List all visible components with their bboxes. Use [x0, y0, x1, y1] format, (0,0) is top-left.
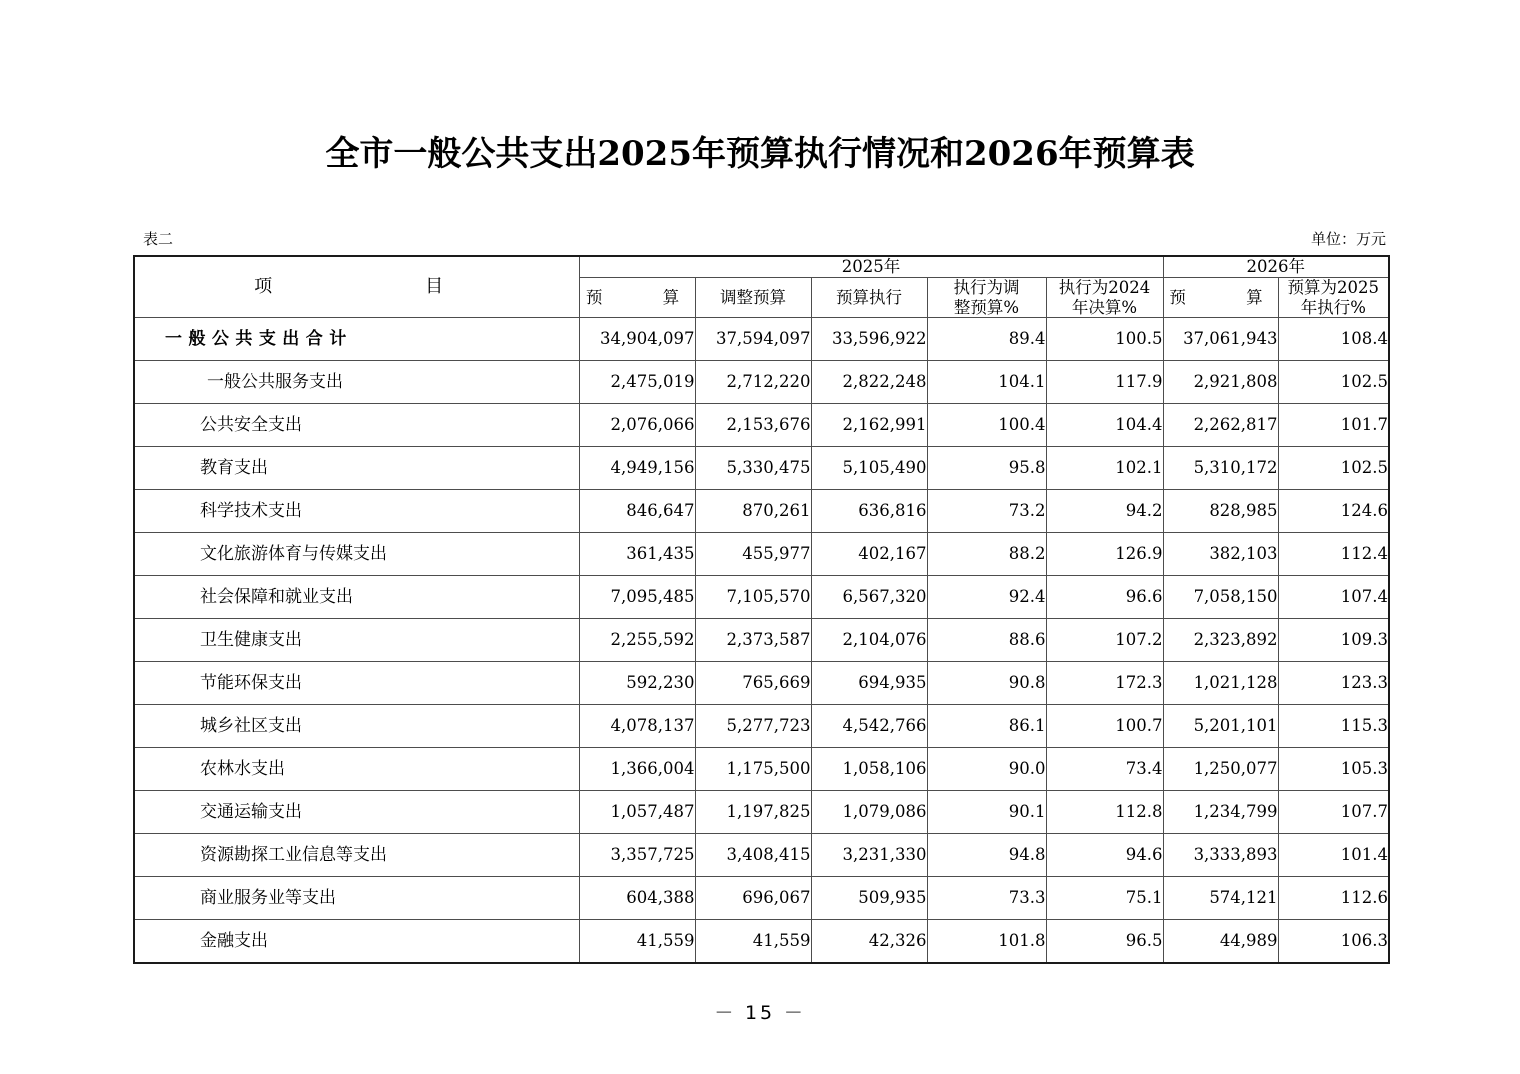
cell-item-name	[134, 447, 579, 490]
cell-budget-2025: 3,357,725	[579, 834, 695, 877]
header-line-1: 执行为调	[953, 277, 1020, 297]
cell-exec-vs-2024-final-pct: 104.4	[1046, 404, 1163, 447]
cell-budget-2026: 7,058,150	[1163, 576, 1278, 619]
item-label: 节能环保支出	[200, 673, 302, 694]
cell-budget-2025: 1,366,004	[579, 748, 695, 791]
cell-adjusted-budget-2025: 1,197,825	[695, 791, 811, 834]
item-label: 科学技术支出	[200, 501, 302, 522]
cell-item-name	[134, 533, 579, 576]
cell-exec-vs-2024-final-pct: 126.9	[1046, 533, 1163, 576]
cell-item-name	[134, 404, 579, 447]
cell-budget-2026: 574,121	[1163, 877, 1278, 920]
cell-exec-vs-2024-final-pct: 96.5	[1046, 920, 1163, 964]
cell-budget-vs-2025-exec-pct: 124.6	[1278, 490, 1389, 533]
header-group-2025: 2025年	[579, 256, 1163, 277]
cell-budget-2026: 2,323,892	[1163, 619, 1278, 662]
cell-item-name	[134, 877, 579, 920]
cell-item-name	[134, 490, 579, 533]
cell-budget-vs-2025-exec-pct: 102.5	[1278, 447, 1389, 490]
cell-executed-2025: 33,596,922	[811, 318, 927, 361]
cell-adjusted-budget-2025: 41,559	[695, 920, 811, 964]
cell-exec-vs-adjusted-pct: 86.1	[927, 705, 1046, 748]
header-line-2: 年执行%	[1300, 297, 1366, 317]
cell-budget-vs-2025-exec-pct: 112.6	[1278, 877, 1389, 920]
cell-budget-vs-2025-exec-pct: 108.4	[1278, 318, 1389, 361]
header-item-column: 项 目	[134, 256, 579, 318]
table-row	[134, 705, 1389, 748]
header-adjusted-budget-2025: 调整预算	[695, 277, 811, 318]
cell-exec-vs-2024-final-pct: 102.1	[1046, 447, 1163, 490]
cell-item-name	[134, 619, 579, 662]
table-label: 表二	[143, 230, 174, 248]
cell-exec-vs-adjusted-pct: 100.4	[927, 404, 1046, 447]
cell-adjusted-budget-2025: 3,408,415	[695, 834, 811, 877]
header-line-2: 年决算%	[1071, 297, 1138, 317]
table-row	[134, 533, 1389, 576]
cell-executed-2025: 5,105,490	[811, 447, 927, 490]
item-label: 卫生健康支出	[200, 630, 302, 651]
item-label: 社会保障和就业支出	[200, 587, 353, 608]
table-row	[134, 447, 1389, 490]
cell-budget-2026: 3,333,893	[1163, 834, 1278, 877]
table-row	[134, 920, 1389, 964]
item-label: 教育支出	[200, 458, 268, 479]
header-budget-vs-2025-exec-pct	[1278, 277, 1389, 318]
cell-executed-2025: 1,058,106	[811, 748, 927, 791]
header-line-1: 执行为2024	[1058, 277, 1151, 297]
header-exec-vs-2024-final-pct	[1046, 277, 1163, 318]
header-group-2026: 2026年	[1163, 256, 1389, 277]
budget-table	[133, 255, 1390, 964]
cell-budget-2026: 1,250,077	[1163, 748, 1278, 791]
header-budget-2025: 预 算	[579, 277, 695, 318]
cell-executed-2025: 402,167	[811, 533, 927, 576]
cell-budget-2025: 846,647	[579, 490, 695, 533]
cell-exec-vs-adjusted-pct: 90.1	[927, 791, 1046, 834]
cell-item-name	[134, 361, 579, 404]
table-row	[134, 748, 1389, 791]
header-line-2: 整预算%	[953, 297, 1020, 317]
cell-budget-2025: 7,095,485	[579, 576, 695, 619]
cell-adjusted-budget-2025: 5,330,475	[695, 447, 811, 490]
cell-adjusted-budget-2025: 870,261	[695, 490, 811, 533]
table-row	[134, 490, 1389, 533]
cell-exec-vs-adjusted-pct: 73.2	[927, 490, 1046, 533]
item-label: 一般公共服务支出	[207, 372, 343, 393]
cell-adjusted-budget-2025: 2,712,220	[695, 361, 811, 404]
cell-item-name	[134, 834, 579, 877]
cell-executed-2025: 3,231,330	[811, 834, 927, 877]
cell-budget-vs-2025-exec-pct: 101.7	[1278, 404, 1389, 447]
cell-exec-vs-2024-final-pct: 75.1	[1046, 877, 1163, 920]
cell-budget-vs-2025-exec-pct: 106.3	[1278, 920, 1389, 964]
cell-item-name	[134, 318, 579, 361]
item-label: 交通运输支出	[200, 802, 302, 823]
table-row	[134, 619, 1389, 662]
cell-adjusted-budget-2025: 455,977	[695, 533, 811, 576]
cell-item-name	[134, 748, 579, 791]
cell-budget-2026: 382,103	[1163, 533, 1278, 576]
cell-exec-vs-2024-final-pct: 94.2	[1046, 490, 1163, 533]
table-header-group-row	[134, 256, 1389, 277]
cell-exec-vs-adjusted-pct: 94.8	[927, 834, 1046, 877]
cell-budget-vs-2025-exec-pct: 109.3	[1278, 619, 1389, 662]
cell-budget-2025: 604,388	[579, 877, 695, 920]
header-line-1: 预算为2025	[1287, 277, 1380, 297]
cell-exec-vs-2024-final-pct: 73.4	[1046, 748, 1163, 791]
cell-item-name	[134, 662, 579, 705]
cell-exec-vs-2024-final-pct: 117.9	[1046, 361, 1163, 404]
cell-exec-vs-adjusted-pct: 88.2	[927, 533, 1046, 576]
item-label: 资源勘探工业信息等支出	[200, 845, 387, 866]
cell-budget-vs-2025-exec-pct: 101.4	[1278, 834, 1389, 877]
cell-executed-2025: 694,935	[811, 662, 927, 705]
cell-executed-2025: 42,326	[811, 920, 927, 964]
cell-item-name	[134, 705, 579, 748]
cell-exec-vs-2024-final-pct: 172.3	[1046, 662, 1163, 705]
cell-budget-2025: 2,255,592	[579, 619, 695, 662]
cell-item-name	[134, 791, 579, 834]
cell-budget-2025: 4,949,156	[579, 447, 695, 490]
cell-budget-2026: 5,201,101	[1163, 705, 1278, 748]
cell-budget-2025: 41,559	[579, 920, 695, 964]
cell-budget-2025: 4,078,137	[579, 705, 695, 748]
table-body	[134, 318, 1389, 964]
cell-item-name	[134, 576, 579, 619]
item-label: 农林水支出	[200, 759, 285, 780]
cell-adjusted-budget-2025: 5,277,723	[695, 705, 811, 748]
cell-executed-2025: 2,162,991	[811, 404, 927, 447]
cell-adjusted-budget-2025: 1,175,500	[695, 748, 811, 791]
table-caption-row	[133, 228, 1388, 250]
cell-budget-2025: 2,475,019	[579, 361, 695, 404]
table-row	[134, 361, 1389, 404]
cell-exec-vs-2024-final-pct: 112.8	[1046, 791, 1163, 834]
table-row	[134, 791, 1389, 834]
cell-budget-vs-2025-exec-pct: 112.4	[1278, 533, 1389, 576]
header-executed-2025: 预算执行	[811, 277, 927, 318]
cell-adjusted-budget-2025: 37,594,097	[695, 318, 811, 361]
cell-executed-2025: 509,935	[811, 877, 927, 920]
header-budget-2026: 预 算	[1163, 277, 1278, 318]
cell-adjusted-budget-2025: 2,153,676	[695, 404, 811, 447]
table-row	[134, 834, 1389, 877]
cell-exec-vs-2024-final-pct: 100.7	[1046, 705, 1163, 748]
cell-exec-vs-adjusted-pct: 90.0	[927, 748, 1046, 791]
item-label: 城乡社区支出	[200, 716, 302, 737]
table-row	[134, 877, 1389, 920]
cell-budget-2025: 2,076,066	[579, 404, 695, 447]
page-number: － 15 －	[714, 1002, 806, 1024]
cell-exec-vs-2024-final-pct: 96.6	[1046, 576, 1163, 619]
cell-executed-2025: 2,822,248	[811, 361, 927, 404]
cell-adjusted-budget-2025: 765,669	[695, 662, 811, 705]
cell-budget-vs-2025-exec-pct: 115.3	[1278, 705, 1389, 748]
item-label: 文化旅游体育与传媒支出	[200, 544, 387, 565]
cell-exec-vs-adjusted-pct: 73.3	[927, 877, 1046, 920]
cell-budget-2026: 2,262,817	[1163, 404, 1278, 447]
cell-budget-2026: 1,234,799	[1163, 791, 1278, 834]
cell-exec-vs-adjusted-pct: 101.8	[927, 920, 1046, 964]
cell-budget-vs-2025-exec-pct: 102.5	[1278, 361, 1389, 404]
table-row	[134, 662, 1389, 705]
cell-exec-vs-adjusted-pct: 95.8	[927, 447, 1046, 490]
cell-adjusted-budget-2025: 7,105,570	[695, 576, 811, 619]
cell-budget-2025: 361,435	[579, 533, 695, 576]
header-exec-vs-adjusted-pct	[927, 277, 1046, 318]
cell-budget-2026: 2,921,808	[1163, 361, 1278, 404]
page-title: 全市一般公共支出2025年预算执行情况和2026年预算表	[325, 134, 1195, 174]
cell-exec-vs-2024-final-pct: 100.5	[1046, 318, 1163, 361]
item-label: 金融支出	[200, 931, 268, 952]
item-label: 公共安全支出	[200, 415, 302, 436]
cell-adjusted-budget-2025: 2,373,587	[695, 619, 811, 662]
item-label: 一般公共支出合计	[165, 329, 353, 350]
cell-exec-vs-adjusted-pct: 92.4	[927, 576, 1046, 619]
cell-item-name	[134, 920, 579, 964]
item-label: 商业服务业等支出	[200, 888, 336, 909]
table-row	[134, 404, 1389, 447]
unit-note: 单位：万元	[1310, 230, 1386, 248]
cell-budget-vs-2025-exec-pct: 107.4	[1278, 576, 1389, 619]
cell-adjusted-budget-2025: 696,067	[695, 877, 811, 920]
table-row	[134, 576, 1389, 619]
cell-executed-2025: 636,816	[811, 490, 927, 533]
cell-exec-vs-adjusted-pct: 104.1	[927, 361, 1046, 404]
budget-table-wrapper	[133, 255, 1388, 964]
cell-budget-2026: 44,989	[1163, 920, 1278, 964]
cell-exec-vs-2024-final-pct: 107.2	[1046, 619, 1163, 662]
cell-budget-vs-2025-exec-pct: 107.7	[1278, 791, 1389, 834]
cell-executed-2025: 6,567,320	[811, 576, 927, 619]
cell-budget-2026: 37,061,943	[1163, 318, 1278, 361]
cell-budget-2026: 1,021,128	[1163, 662, 1278, 705]
cell-executed-2025: 2,104,076	[811, 619, 927, 662]
cell-budget-2025: 34,904,097	[579, 318, 695, 361]
cell-exec-vs-2024-final-pct: 94.6	[1046, 834, 1163, 877]
cell-budget-vs-2025-exec-pct: 123.3	[1278, 662, 1389, 705]
cell-exec-vs-adjusted-pct: 89.4	[927, 318, 1046, 361]
cell-budget-vs-2025-exec-pct: 105.3	[1278, 748, 1389, 791]
cell-exec-vs-adjusted-pct: 90.8	[927, 662, 1046, 705]
table-row	[134, 318, 1389, 361]
cell-budget-2025: 1,057,487	[579, 791, 695, 834]
cell-executed-2025: 4,542,766	[811, 705, 927, 748]
cell-budget-2025: 592,230	[579, 662, 695, 705]
cell-exec-vs-adjusted-pct: 88.6	[927, 619, 1046, 662]
cell-executed-2025: 1,079,086	[811, 791, 927, 834]
cell-budget-2026: 5,310,172	[1163, 447, 1278, 490]
cell-budget-2026: 828,985	[1163, 490, 1278, 533]
